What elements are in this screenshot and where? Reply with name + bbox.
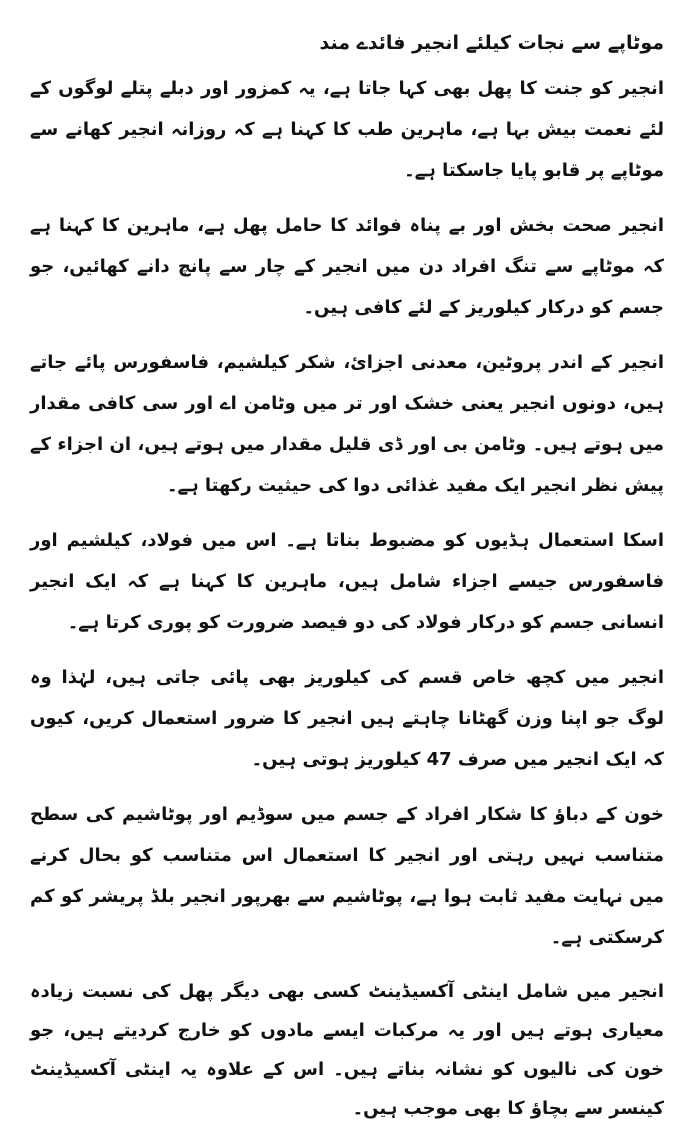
paragraph-4: اسکا استعمال ہڈیوں کو مضبوط بناتا ہے۔ اس میں فولاد، کیلشیم اور فاسفورس جیسے اجزاء شامل ہیں، ماہرین کا کہنا ہے کہ ایک انجیر انسانی جسم کو درکار فولاد کی دو فیصد ضرورت کو پوری کرتا ہے۔: [30, 530, 664, 633]
article-title: موٹاپے سے نجات کیلئے انجیر فائدے مند: [319, 32, 664, 54]
paragraph-2: انجیر صحت بخش اور بے پناہ فوائد کا حامل پھل ہے، ماہرین کا کہنا ہے کہ موٹاپے سے تنگ افراد دن میں انجیر کے چار سے پانچ دانے کھائیں، جو جسم کو درکار کیلوریز کے لئے کافی ہیں۔: [30, 215, 664, 318]
paragraph-3: انجیر کے اندر پروٹین، معدنی اجزائ، شکر کیلشیم، فاسفورس پائے جاتے ہیں، دونوں انجیر یعنی خشک اور تر میں وٹامن اے اور سی کافی مقدار میں ہوتے ہیں۔ وٹامن بی اور ڈی قلیل مقدار میں ہوتے ہیں، ان اجزاء کے پیش نظر انجیر ایک مفید غذائی دوا کی حیثیت رکھتا ہے۔: [30, 352, 664, 496]
paragraph-1: انجیر کو جنت کا پھل بھی کہا جاتا ہے، یہ کمزور اور دبلے پتلے لوگوں کے لئے نعمت بیش بہا ہے، ماہرین طب کا کہنا ہے کہ روزانہ انجیر کھانے سے موٹاپے پر قابو پایا جاسکتا ہے۔: [30, 78, 664, 181]
paragraph-7: انجیر میں شامل اینٹی آکسیڈینٹ کسی بھی دیگر پھل کی نسبت زیادہ معیاری ہوتے ہیں اور یہ مرکبات ایسے مادوں کو خارج کردیتے ہیں، جو خون کی نالیوں کو نشانہ بناتے ہیں۔ اس کے علاوہ یہ اینٹی آکسیڈینٹ کینسر سے بچاؤ کا بھی موجب ہیں۔: [30, 981, 664, 1119]
paragraph-5: انجیر میں کچھ خاص قسم کی کیلوریز بھی پائی جاتی ہیں، لہٰذا وہ لوگ جو اپنا وزن گھٹانا چاہتے ہیں انجیر کا ضرور استعمال کریں، کیوں کہ ایک انجیر میں صرف 47 کیلوریز ہوتی ہیں۔: [30, 667, 664, 770]
paragraph-6: خون کے دباؤ کا شکار افراد کے جسم میں سوڈیم اور پوٹاشیم کی سطح متناسب نہیں رہتی اور انجیر کا استعمال اس متناسب کو بحال کرنے میں نہایت مفید ثابت ہوا ہے، پوٹاشیم سے بھرپور انجیر بلڈ پریشر کو کم کرسکتی ہے۔: [30, 804, 664, 948]
